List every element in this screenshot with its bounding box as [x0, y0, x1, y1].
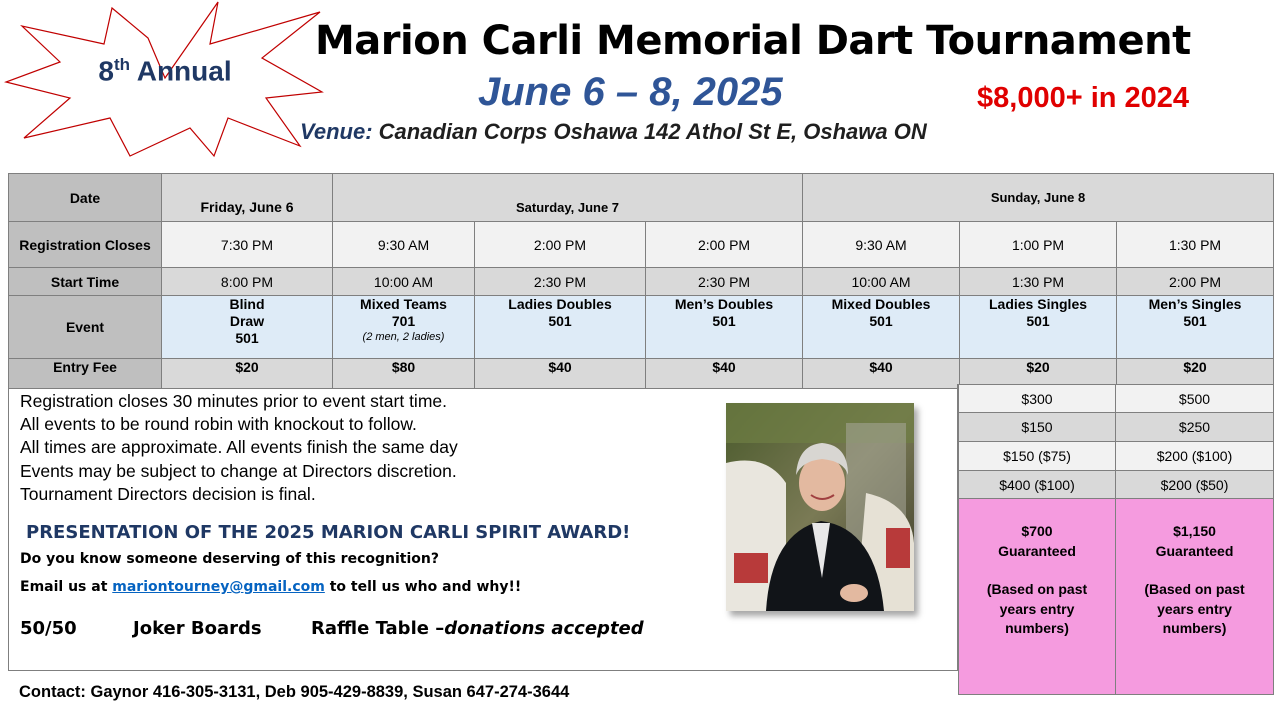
- guarantee-amount: $700: [1021, 523, 1053, 539]
- payout-row: [959, 471, 1274, 499]
- rules-list: [20, 390, 458, 506]
- event-name-line: 501: [869, 313, 893, 329]
- annual-badge-text: [0, 55, 330, 87]
- start-time: 2:30 PM: [475, 268, 646, 296]
- guarantee-row: [959, 499, 1274, 695]
- entry-fee: $40: [475, 359, 646, 389]
- payout-table: [958, 384, 1274, 695]
- reg-time: 9:30 AM: [803, 222, 960, 268]
- award-title: PRESENTATION OF THE 2025 MARION CARLI SPIRIT AWARD!: [26, 522, 631, 543]
- event-blind-draw: [162, 296, 333, 359]
- start-time: 2:30 PM: [646, 268, 803, 296]
- day-friday: Friday, June 6: [162, 174, 333, 222]
- event-name-line: 501: [1026, 313, 1050, 329]
- badge-number: 8: [98, 55, 114, 87]
- joker-boards: Joker Boards: [133, 618, 262, 639]
- prize-2024: $8,000+ in 2024: [977, 82, 1190, 114]
- payout-row: [959, 442, 1274, 471]
- event-name-line: Mixed Doubles: [831, 296, 931, 312]
- payout-cell: $400 ($100): [959, 471, 1116, 499]
- start-time: 10:00 AM: [803, 268, 960, 296]
- event-name-line: 701: [391, 313, 416, 329]
- fifty-fifty: 50/50: [20, 618, 77, 639]
- extras-line: [20, 618, 644, 639]
- event-name-line: Men’s Doubles: [674, 296, 774, 312]
- entry-fee: $20: [960, 359, 1117, 389]
- payout-cell: $250: [1116, 413, 1274, 442]
- event-name-line: 501: [548, 313, 572, 329]
- reg-time: 1:30 PM: [1117, 222, 1274, 268]
- event-ladies-doubles: [475, 296, 646, 359]
- tournament-title: Marion Carli Memorial Dart Tournament: [315, 18, 1191, 64]
- row-label-registration: Registration Closes: [9, 222, 162, 268]
- payout-cell: $300: [959, 385, 1116, 413]
- event-name-line: Blind: [229, 296, 265, 312]
- entry-fee: $20: [1117, 359, 1274, 389]
- start-time: 1:30 PM: [960, 268, 1117, 296]
- entry-fee: $40: [803, 359, 960, 389]
- start-time: 8:00 PM: [162, 268, 333, 296]
- rule-line: Tournament Directors decision is final.: [20, 483, 316, 504]
- guarantee-amount: $1,150: [1173, 523, 1216, 539]
- event-name-line: 501: [235, 330, 259, 346]
- date-row: [9, 174, 1274, 222]
- contact-info: Contact: Gaynor 416-305-3131, Deb 905-429-8839, Susan 647-274-3644: [19, 683, 570, 701]
- schedule-table: [8, 173, 1274, 389]
- event-name-line: Mixed Teams: [360, 296, 447, 312]
- event-ladies-singles: [960, 296, 1117, 359]
- payout-cell: $200 ($100): [1116, 442, 1274, 471]
- event-name-line: 501: [712, 313, 736, 329]
- entry-fee: $20: [162, 359, 333, 389]
- event-mens-doubles: [646, 296, 803, 359]
- payout-cell: $200 ($50): [1116, 471, 1274, 499]
- entry-fee: $80: [333, 359, 475, 389]
- reg-time: 2:00 PM: [475, 222, 646, 268]
- venue-address: Canadian Corps Oshawa 142 Athol St E, Oshawa ON: [372, 119, 927, 144]
- payout-cell: $150: [959, 413, 1116, 442]
- reg-time: 9:30 AM: [333, 222, 475, 268]
- rule-line: All events to be round robin with knockout to follow.: [20, 414, 417, 435]
- email-prefix: Email us at: [20, 579, 113, 595]
- row-label-start-time: Start Time: [9, 268, 162, 296]
- event-name-line: Draw: [229, 313, 265, 329]
- venue: [300, 119, 927, 145]
- row-label-event: Event: [9, 296, 162, 359]
- start-time-row: [9, 268, 1274, 296]
- row-label-entry-fee: Entry Fee: [9, 359, 162, 389]
- event-name-line: Ladies Doubles: [508, 296, 612, 312]
- tournament-dates: June 6 – 8, 2025: [478, 70, 783, 114]
- guarantee-note: (Based on past years entry numbers): [986, 581, 1088, 636]
- payout-row: [959, 413, 1274, 442]
- portrait-photo: [726, 403, 914, 611]
- raffle-note: donations accepted: [444, 618, 644, 639]
- guarantee-note: (Based on past years entry numbers): [1144, 581, 1245, 636]
- event-name-line: 501: [1183, 313, 1207, 329]
- day-saturday: Saturday, June 7: [333, 174, 803, 222]
- badge-suffix: th: [113, 55, 130, 74]
- payout-cell: $500: [1116, 385, 1274, 413]
- award-question: Do you know someone deserving of this recognition?: [20, 551, 439, 567]
- event-name-line: Men’s Singles: [1148, 296, 1242, 312]
- event-mixed-doubles: [803, 296, 960, 359]
- row-label-date: Date: [9, 174, 162, 222]
- email-suffix: to tell us who and why!!: [324, 579, 522, 595]
- start-time: 10:00 AM: [333, 268, 475, 296]
- venue-label: Venue:: [300, 119, 373, 144]
- event-row: [9, 296, 1274, 359]
- guarantee-mens: [1116, 499, 1274, 695]
- rule-line: Events may be subject to change at Directors discretion.: [20, 460, 457, 481]
- registration-row: [9, 222, 1274, 268]
- payout-row: [959, 385, 1274, 413]
- event-mens-singles: [1117, 296, 1274, 359]
- start-time: 2:00 PM: [1117, 268, 1274, 296]
- email-link[interactable]: mariontourney@gmail.com: [112, 579, 325, 595]
- event-note: (2 men, 2 ladies): [362, 331, 445, 343]
- event-name-line: Ladies Singles: [988, 296, 1088, 312]
- badge-label: Annual: [136, 55, 232, 87]
- raffle-table: [311, 618, 644, 639]
- event-mixed-teams: [333, 296, 475, 359]
- award-email-line: [20, 579, 521, 595]
- rule-line: All times are approximate. All events finish the same day: [20, 437, 458, 458]
- payout-cell: $150 ($75): [959, 442, 1116, 471]
- raffle-label: Raffle Table –: [311, 618, 445, 639]
- reg-time: 2:00 PM: [646, 222, 803, 268]
- guarantee-label: Guaranteed: [1155, 542, 1234, 559]
- guarantee-label: Guaranteed: [998, 542, 1076, 559]
- entry-fee: $40: [646, 359, 803, 389]
- rule-line: Registration closes 30 minutes prior to event start time.: [20, 391, 447, 411]
- reg-time: 7:30 PM: [162, 222, 333, 268]
- guarantee-ladies: [959, 499, 1116, 695]
- day-sunday: Sunday, June 8: [803, 174, 1274, 222]
- reg-time: 1:00 PM: [960, 222, 1117, 268]
